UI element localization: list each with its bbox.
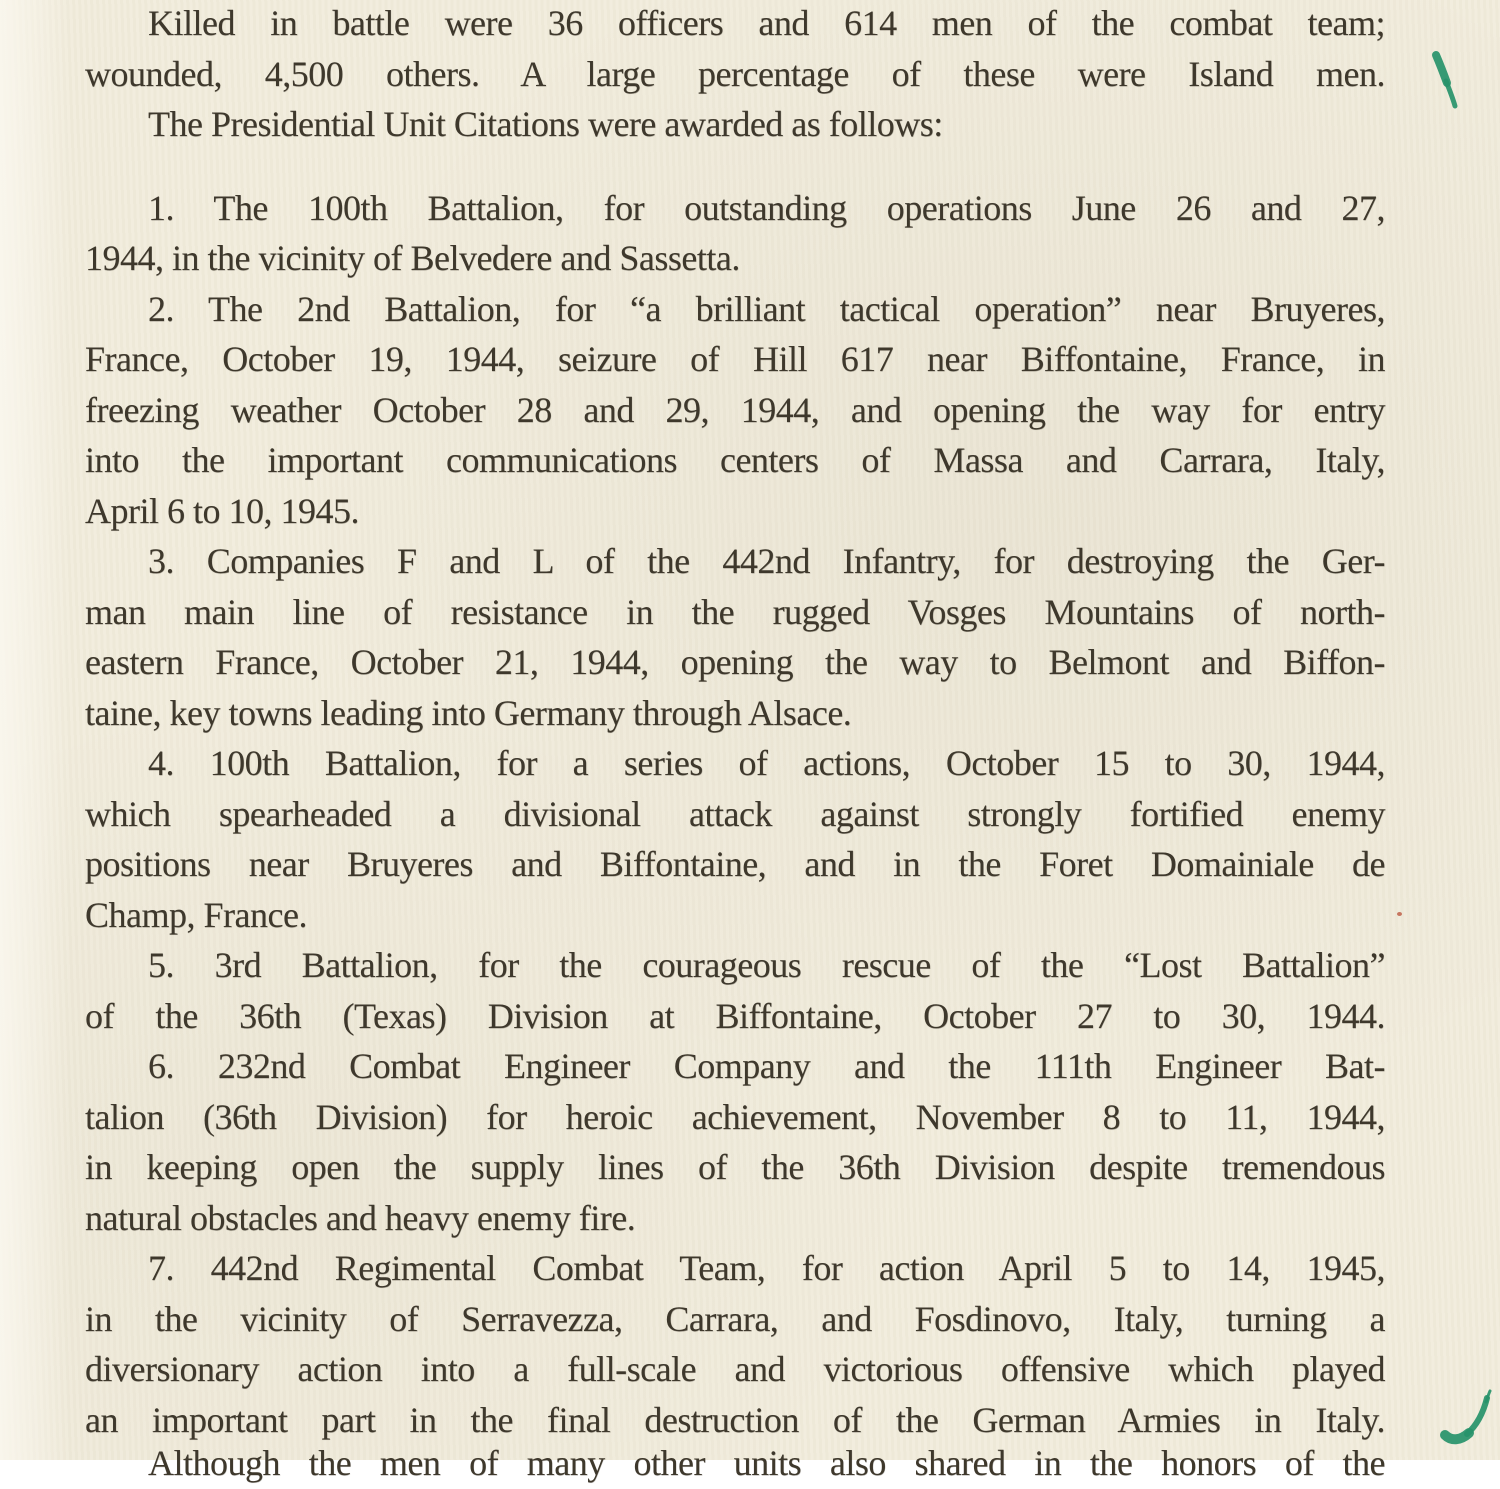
text-line: taine, key towns leading into Germany through Alsace. [85, 692, 852, 733]
text-line: of the 36th (Texas) Division at Biffontaine, October 27 to 30, 1944. [85, 995, 1385, 1036]
text-line: 2. The 2nd Battalion, for “a brilliant tactical operation” near Bruyeres, [148, 288, 1385, 329]
paragraph [85, 99, 1385, 150]
text-line: man main line of resistance in the rugged Vosges Mountains of north- [85, 591, 1385, 632]
text-line: Killed in battle were 36 officers and 614 men of the combat team; [148, 3, 1385, 43]
text-line: which spearheaded a divisional attack against strongly fortified enemy [85, 793, 1385, 834]
paragraph [85, 738, 1385, 940]
paragraph [85, 284, 1385, 537]
green-pen-mark-bottom [1438, 1388, 1498, 1452]
text-line: into the important communications centers of Massa and Carrara, Italy, [85, 440, 1385, 480]
text-line: 7. 442nd Regimental Combat Team, for action April 5 to 14, 1945, [148, 1248, 1385, 1288]
text-line: Champ, France. [85, 894, 307, 935]
paragraph [85, 1243, 1385, 1445]
text-line: 4. 100th Battalion, for a series of actions, October 15 to 30, 1944, [148, 743, 1385, 783]
green-pen-mark-top [1425, 48, 1473, 112]
text-line: 5. 3rd Battalion, for the courageous rescue of the “Lost Battalion” [148, 945, 1385, 985]
text-line: an important part in the final destruction of the German Armies in Italy. [85, 1399, 1385, 1440]
text-line: April 6 to 10, 1945. [85, 490, 359, 531]
paragraph [85, 940, 1385, 1041]
text-line: positions near Bruyeres and Biffontaine, and in the Foret Domainiale de [85, 844, 1385, 884]
paragraph [85, 183, 1385, 284]
text-line: in the vicinity of Serravezza, Carrara, and Fosdinovo, Italy, turning a [85, 1298, 1385, 1339]
text-line: eastern France, October 21, 1944, opening the way to Belmont and Biffon- [85, 642, 1385, 682]
text-line: France, October 19, 1944, seizure of Hill 617 near Biffontaine, France, in [85, 339, 1385, 379]
text-line: 1. The 100th Battalion, for outstanding operations June 26 and 27, [148, 187, 1385, 228]
red-paper-speck [1397, 912, 1402, 916]
text-line: Although the men of many other units also shared in the honors of the [148, 1443, 1385, 1483]
text-line: wounded, 4,500 others. A large percentage of these were Island men. [85, 53, 1385, 94]
text-line: diversionary action into a full-scale and victorious offensive which played [85, 1349, 1385, 1389]
text-line: natural obstacles and heavy enemy fire. [85, 1197, 636, 1238]
text-line: talion (36th Division) for heroic achievement, November 8 to 11, 1944, [85, 1096, 1385, 1137]
paragraph [85, 1041, 1385, 1243]
text-line: The Presidential Unit Citations were awarded as follows: [148, 104, 943, 144]
paragraph [85, 0, 1385, 99]
paragraph [85, 1438, 1385, 1489]
text-block [85, 0, 1385, 1483]
text-line: 6. 232nd Combat Engineer Company and the 111th Engineer Bat- [148, 1046, 1385, 1086]
text-line: 3. Companies F and L of the 442nd Infantry, for destroying the Ger- [148, 541, 1385, 581]
paragraph [85, 536, 1385, 738]
text-line: freezing weather October 28 and 29, 1944, and opening the way for entry [85, 389, 1385, 430]
text-line: 1944, in the vicinity of Belvedere and Sassetta. [85, 238, 740, 278]
text-line: in keeping open the supply lines of the 36th Division despite tremendous [85, 1147, 1385, 1187]
